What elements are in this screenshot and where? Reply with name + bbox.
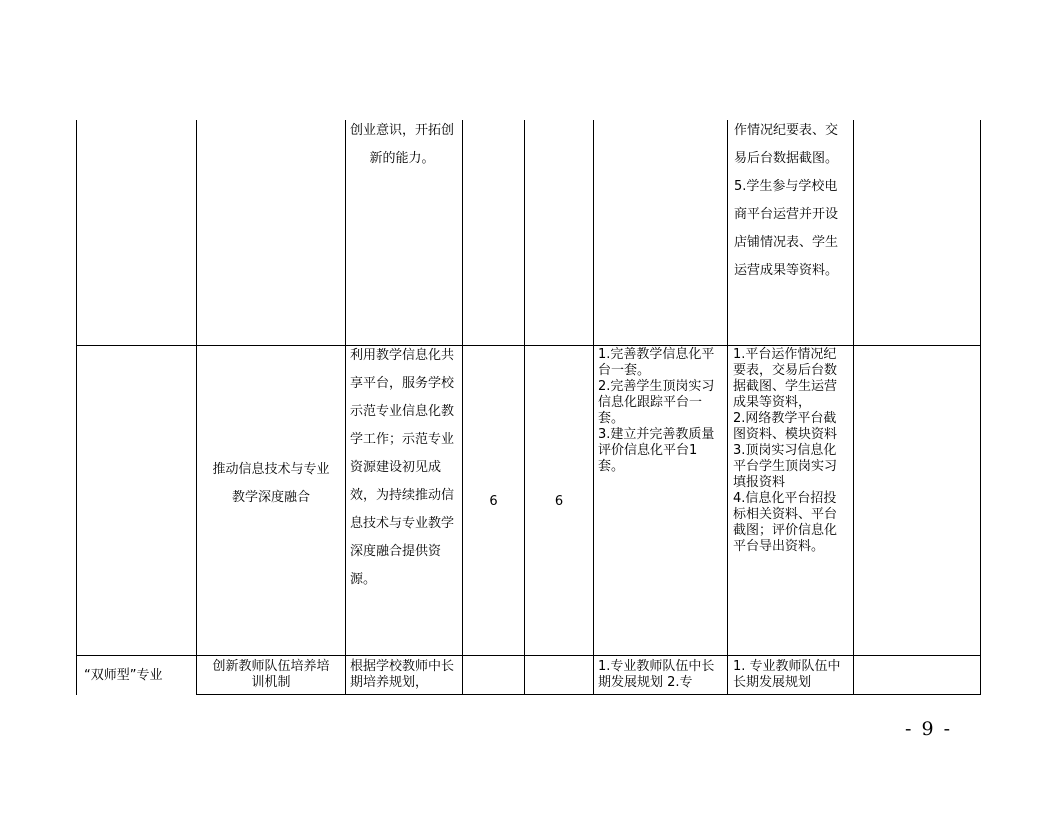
table-cell-row2-task: 推动信息技术与专业教学深度融合	[212, 462, 330, 505]
table-row-border	[76, 655, 981, 656]
table-border-col8	[980, 120, 981, 695]
table-border-col6	[727, 120, 728, 695]
table-cell-row2-budget-a: 6	[489, 494, 498, 509]
table-cell-row3-evidence: 1. 专业教师队伍中长期发展规划	[733, 659, 841, 690]
table-border-col0	[76, 120, 77, 695]
page-number: - 9 -	[905, 718, 953, 740]
table-row-border	[76, 345, 981, 346]
table-bottom-partial-border	[196, 694, 981, 695]
table-cell-row2-evidence: 1.平台运作情况纪要表，交易后台数据截图、学生运营成果等资料， 2.网络教学平台截图资料、模块资料 3.顶岗实习信息化平台学生顶岗实习填报资料 4.信息化平台招投标相关资料、平台截图；评价信息化平台导出资料。	[733, 347, 838, 554]
table-border-col4	[524, 120, 525, 695]
table-border-col7	[853, 120, 854, 695]
table-cell-row3-goal: 根据学校教师中长期培养规划，	[350, 659, 455, 690]
table-cell-row3-category: “双师型”专业	[84, 668, 163, 683]
table-cell-row2-deliverables: 1.完善教学信息化平台一套。 2.完善学生顶岗实习信息化跟踪平台一套。 3.建立并完善教质量评价信息化平台1套。	[598, 347, 715, 474]
table-border-col1	[196, 120, 197, 695]
table-cell-row2-budget-b: 6	[554, 494, 564, 509]
table-border-col2	[345, 120, 346, 695]
table-border-col5	[593, 120, 594, 695]
table-cell-row1-evidence: 作情况纪要表、交易后台数据截图。 5.学生参与学校电商平台运营并开设店铺情况表、学生运营成果等资料。	[734, 123, 839, 278]
table-cell-row3-task: 创新教师队伍培养培训机制	[212, 659, 330, 690]
table-cell-row2-goal: 利用教学信息化共享平台，服务学校示范专业信息化教学工作；示范专业资源建设初见成效，为持续推动信息技术与专业教学深度融合提供资源。	[350, 348, 455, 587]
table-cell-row3-deliverables: 1.专业教师队伍中长期发展规划 2.专	[598, 659, 715, 690]
table-border-col3	[462, 120, 463, 695]
table-cell-row1-goal: 创业意识，开拓创新的能力。	[349, 123, 454, 166]
